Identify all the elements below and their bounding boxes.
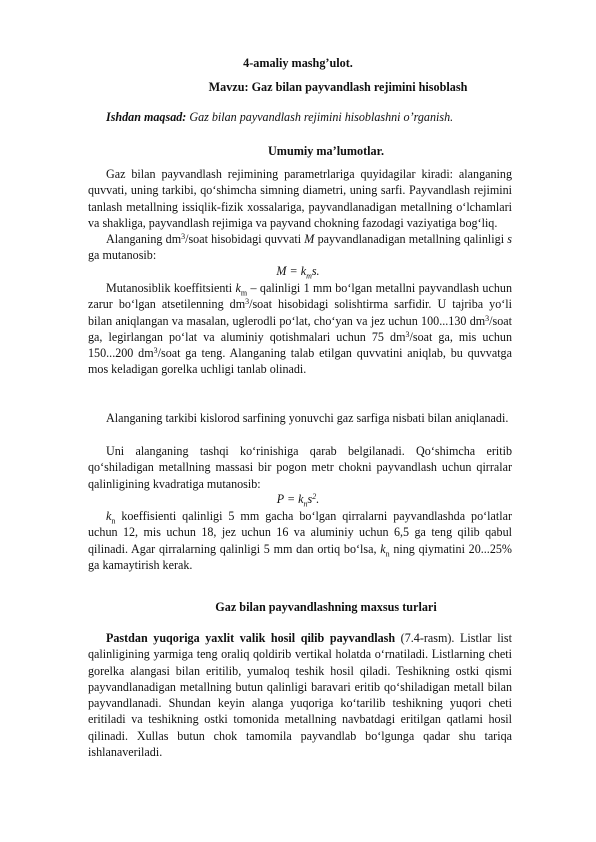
paragraph-params: Gaz bilan payvandlash rejimining parametrlariga quyidagilar kiradi: alanganing quvvati, uning tarkibi, qo‘shimcha simning diametri, uning sarfi. Payvandlash rejimini tanlash metallning issiqlik-fizik xossalariga, payvandlanadigan metallning o‘lchamlari va shakliga, payvandlash rejimiga va payvand chokning fazodagi vaziyatiga bog‘liq. [88,167,512,230]
paragraph-filler-mass: Uni alanganing tashqi ko‘rinishiga qarab belgilanadi. Qo‘shimcha eritib qo‘shiladigan metallning massasi bir pogon metr chokni payvandlash uchun qirralar qalinligining kvadratiga mutanosib: [88,444,512,491]
lab-title: 4-amaliy mashg’ulot. [243,56,353,70]
paragraph-coefficient: Mutanosiblik koeffitsienti $k_m$ – qalinligi 1 mm bo‘lgan metallni payvandlash uchun zarur bo‘lgan atsetilenning $dm^3$/soat hisobidagi solishtirma sarfidir. U tajriba yo‘li bilan aniqlangan va masalan, uglerodli po‘lat, cho‘yan va jez uchun 100...130 $dm^3$/soat ga, legirlangan po‘lat va aluminiy qotishmalari uchun 75 $dm^3$/soat ga, mis uchun 150...200 $dm^3$/soat ga teng. Alanganing talab etilgan quvvatini aniqlab, bu quvvatga mos keladigan gorelka uchligi tanlab olinadi. [88,281,512,377]
goal-label: Ishdan maqsad: [106,110,187,124]
formula-mass: $P = k_ns^2$. [276,492,320,509]
formula-power: $M = k_ms$. [276,264,320,281]
paragraph-kn: $k_n$ koeffisienti qalinligi 5 mm gacha bo‘lgan qirralarni payvandlashda po‘latlar uchun 12, mis uchun 18, jez uchun 16 va aluminiy uchun 6,5 ga teng qilib qabul qilinadi. Agar qirralarning qalinligi 5 mm dan ortiq bo‘lsa, $k_n$ ning qiymatini 20...25% ga kamaytirish kerak. [88,509,513,572]
goal-line [106,110,453,125]
paragraph-composition: Alanganing tarkibi kislorod sarfining yonuvchi gaz sarfiga nisbati bilan aniqlanadi. [106,411,509,425]
paragraph-power: Alanganing $dm^3$/soat hisobidagi quvvati M payvandlanadigan metallning qalinligi s ga mutanosib: [88,232,513,263]
topic-title: Mavzu: Gaz bilan payvandlash rejimini hisoblash [208,80,468,94]
goal-text: Gaz bilan payvandlash rejimini hisoblashni o’rganish. [186,110,454,124]
paragraph-upward-welding: Pastdan yuqoriga yaxlit valik hosil qilib payvandlash (7.4-rasm). Listlar list qalinligining yarmiga teng oraliq qoldirib vertikal holatda o‘rnatiladi. Listlarning cheti gorelka alangasi bilan eritilib, yumaloq teshik hosil qiladi. Teshikning ostki qismi payvandlanadigan metallning butun qalinligi baravari eritib qo‘shiladigan metall bilan payvandlanadi. Shundan keyin alanga yuqoriga ko‘tarilib teshikning yuqori cheti eritiladi va teshikning ostki tomonida metallning navbatdagi eritilgan qatlami hosil qilinadi. Xullas butun chok tamomila payvandlab bo‘lgunga qadar shu tariqa ishlanaveriladi. [88,631,512,760]
section-heading-special: Gaz bilan payvandlashning maxsus turlari [215,600,437,614]
section-heading-general: Umumiy ma’lumotlar. [267,144,384,158]
